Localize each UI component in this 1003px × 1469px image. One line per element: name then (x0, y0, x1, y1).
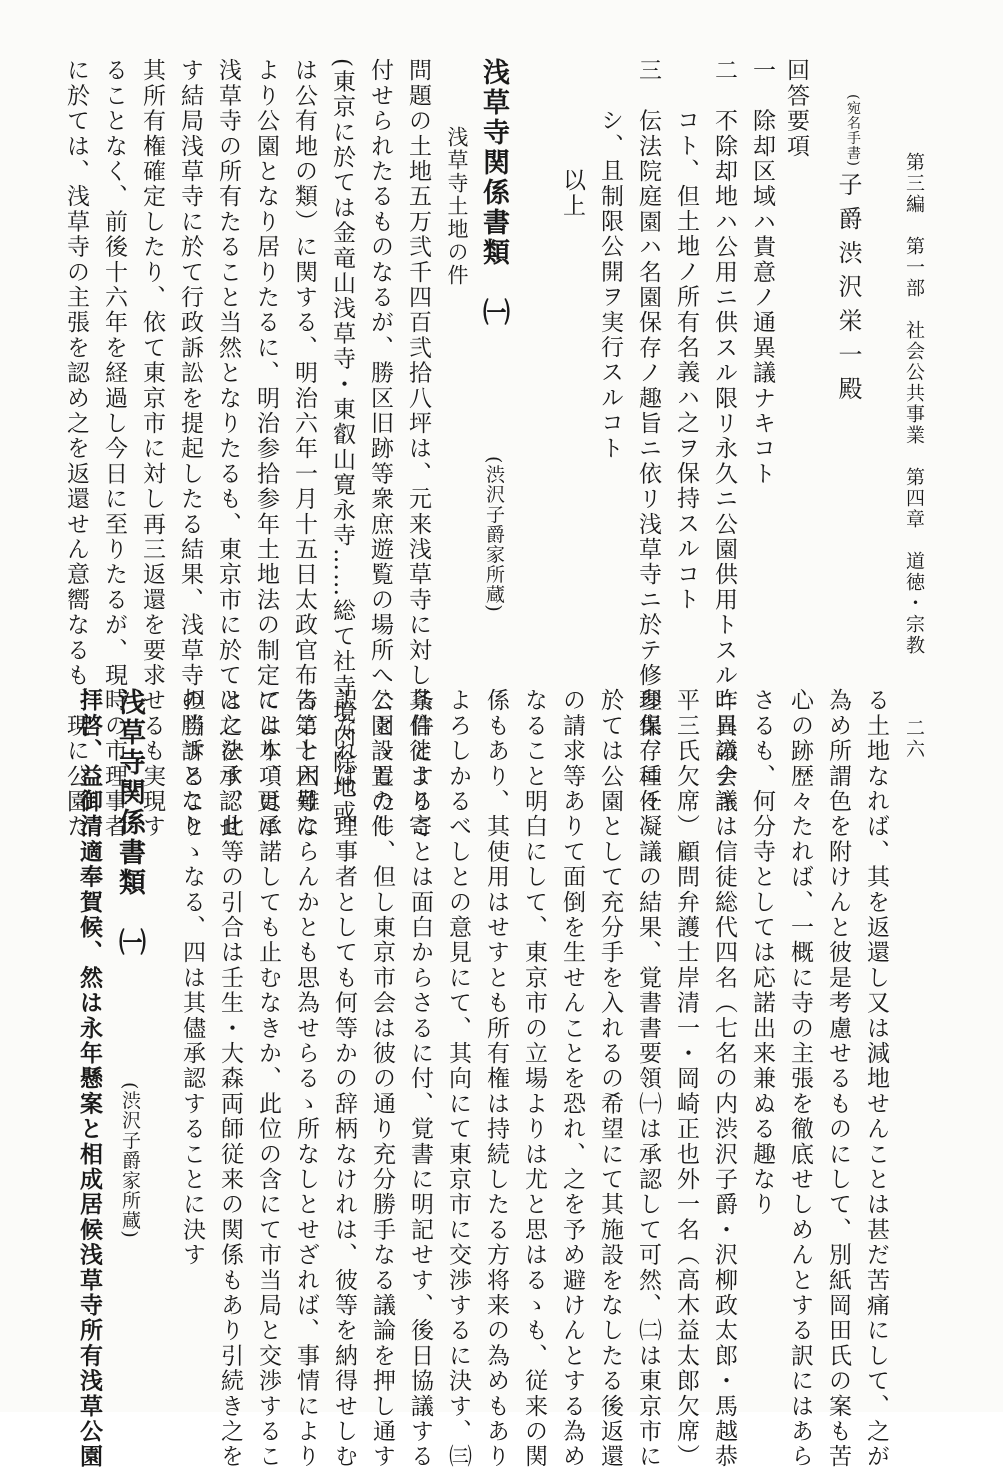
document-one-line-8: 其所有権確定したり、依て東京市に対し再三返還を要求せるも実現す (139, 58, 165, 840)
reply-heading: 回答要項 (783, 58, 809, 159)
document-two-source: (渋沢子爵家所蔵) (119, 1082, 141, 1239)
document-one-line-5: より公園となり居りたるに、明治参拾参年土地法の制定により、更に (253, 58, 279, 840)
document-one-title: 浅草寺関係書類 ㈠ (478, 58, 509, 328)
continuation-line-11: 係もあり、其使用はせすとも所有権は持続したる方将来の為めもあり (483, 688, 509, 1469)
continuation-line-1: る土地なれば、其を返還し又は減地せんことは甚だ苦痛にして、之が (863, 688, 889, 1469)
document-one-subtitle: 浅草寺土地の件 (445, 126, 469, 287)
document-one-line-9: ることなく、前後十六年を経過し今日に至りたるが、現時の市理事者 (101, 58, 127, 840)
continuation-line-17: ては本項は承諾しても止むなきか、此位の含にて市当局と交渉するこ (255, 688, 281, 1469)
document-one-line-3: (東京に於ては金竜山浅草寺・東叡山寛永寺……総て社寺境内除地或 (329, 58, 355, 826)
continuation-line-14: ことゝしたし、但し東京市会は彼の通り充分勝手なる議論を押し通す (369, 688, 395, 1469)
continuation-line-15: 訳なれば、理事者としても何等かの辞柄なけれは、彼等を納得せしむ (331, 688, 357, 1469)
continuation-line-19: 担当することゝなる、四は其儘承認することに決す (179, 688, 205, 1268)
continuation-line-9: の請求等ありて面倒を生せんことを恐れ、之を予め避けんとする為め (559, 688, 585, 1469)
reply-item-1: 一 除却区域ハ貴意ノ通異議ナキコト (749, 58, 775, 487)
page-number: 二六 (903, 718, 925, 760)
continuation-line-6: 平三氏欠席）顧問弁護士岸清一・岡崎正也外一名（高木益太郎欠席） (673, 688, 699, 1469)
document-two-line-1: 拝啓、益御清適奉賀候、然は永年懸案と相成居候浅草寺所有浅草公園 (76, 688, 103, 1469)
addressee-note: (宛名手書) (845, 94, 861, 167)
document-one-line-10: に於ては、浅草寺の主張を認め之を返還せん意嚮なるも、現に公園た (63, 58, 89, 840)
continuation-line-7: 参集、種々凝議の結果、覚書書要領㈠は承認して可然、㈡は東京市に (635, 688, 661, 1469)
continuation-line-13: 条件とすることは面白からさるに付、覚書に明記せす、後日協議する (407, 688, 433, 1469)
addressee: 子爵渋沢栄一殿 (834, 172, 862, 410)
continuation-line-16: ること困難ならんかとも思為せらるゝ所なしとせざれば、事情により (293, 688, 319, 1469)
continuation-line-8: 於ては公園として充分手を入れるの希望にて其施設をなしたる後返還 (597, 688, 623, 1469)
reply-item-3-cont: シ、且制限公開ヲ実行スルコト (597, 108, 623, 461)
reply-item-3: 三 伝法院庭園ハ名園保存ノ趣旨ニ依リ浅草寺ニ於テ修理保存ニ任 (635, 58, 661, 814)
running-header: 第三編 第一部 社会公共事業 第四章 道徳・宗教 (903, 152, 925, 656)
document-two-title: 浅草寺関係書類 ㈠ (114, 688, 145, 958)
continuation-line-2: 為め所謂色を附けんと彼是考慮せるものにして、別紙岡田氏の案も苦 (825, 688, 851, 1469)
reply-item-2: 二 不除却地ハ公用ニ供スル限リ永久ニ公園供用トスルニ異議ナキ (711, 58, 737, 814)
continuation-line-3: 心の跡歴々たれば、一概に寺の主張を徹底せしめんとする訳にはあら (787, 688, 813, 1469)
reply-item-2-cont: コト、但土地ノ所有名義ハ之ヲ保持スルコト (673, 108, 699, 612)
document-one-line-6: 浅草寺の所有たること当然となりたるも、東京市に於ては之を承認せ (215, 58, 241, 840)
document-one-line-7: す結局浅草寺に於て行政訴訟を提起したる結果、浅草寺の勝訴となり (177, 58, 203, 840)
continuation-line-18: とに決す、此等の引合は壬生・大森両師従来の関係もあり引続き之を (217, 688, 243, 1469)
continuation-line-4: さるも、何分寺としては応諾出来兼ぬる趣なり (749, 688, 775, 1218)
document-one-line-2: 付せられたるものなるが、勝区旧跡等衆庶遊覧の場所へ公園設置の件 (367, 58, 393, 840)
reply-closing: 以上 (559, 168, 585, 219)
document-one-line-4: は公有地の類）に関する、明治六年一月十五日太政官布告第十六号に (291, 58, 317, 840)
continuation-line-12: よろしかるべしとの意見にて、其向にて東京市に交渉するに決す、㈢ (445, 688, 471, 1469)
continuation-line-5: 昨日の会議は信徒総代四名（七名の内渋沢子爵・沢柳政太郎・馬越恭 (711, 688, 737, 1469)
document-one-source: (渋沢子爵家所蔵) (483, 456, 505, 613)
document-one-line-1: 問題の土地五万弐千四百弐拾八坪は、元来浅草寺に対し其信徒より寄 (405, 58, 431, 840)
continuation-line-10: なること明白にして、東京市の立場よりは尤と思はるゝも、従来の関 (521, 688, 547, 1469)
